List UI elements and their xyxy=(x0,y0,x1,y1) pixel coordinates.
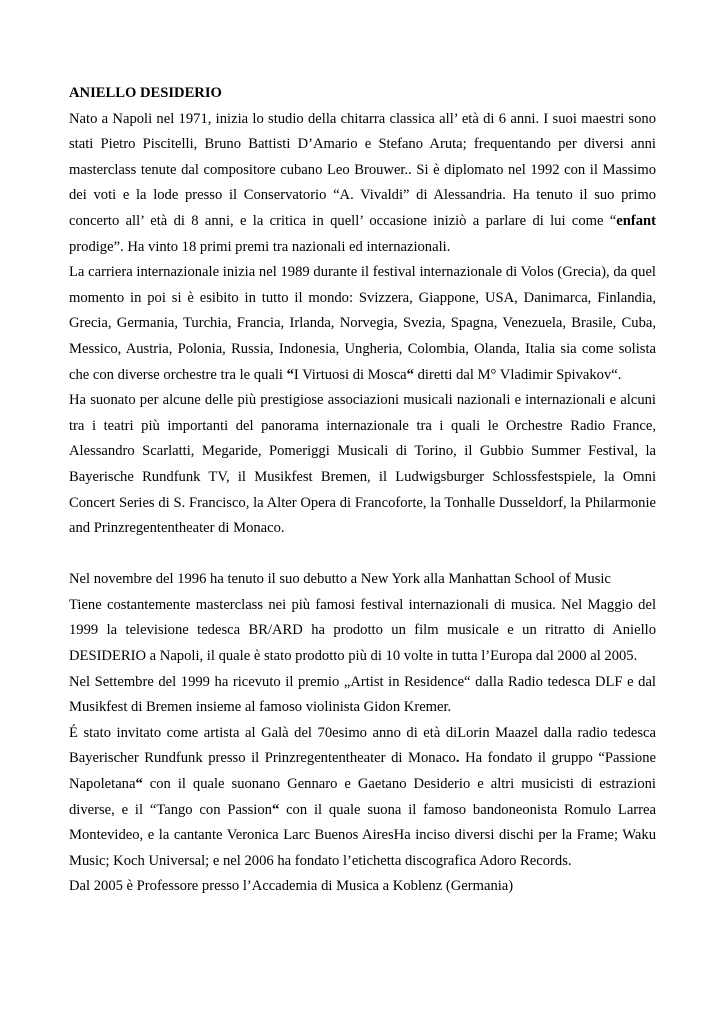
document-body xyxy=(69,81,656,900)
paragraph-gala-text-4: con il quale suona il famoso bandoneonista Romulo Larrea Montevideo, e la cantante Veronica Larc Buenos AiresHa inciso diversi dischi per la Frame; Waku Music; Koch Universal; e nel 2006 ha fondato l’etichetta discografica Adoro Records. xyxy=(69,801,656,869)
paragraph-career-orchestra: I Virtuosi di Mosca xyxy=(293,366,407,383)
paragraph-gala-and-groups xyxy=(69,721,656,875)
paragraph-spacer xyxy=(69,542,656,568)
paragraph-award: Nel Settembre del 1999 ha ricevuto il premio „Artist in Residence“ dalla Radio tedesca DLF e dal Musikfest di Bremen insieme al famoso violinista Gidon Kremer. xyxy=(69,673,656,716)
paragraph-early-life xyxy=(69,107,656,261)
document-title: ANIELLO DESIDERIO xyxy=(69,85,222,101)
paragraph-gala-text-1: É stato invitato come artista al Galà del 70esimo anno di età diLorin Maazel dalla radio tedesca Bayerischer Rundfunk presso il Prinzregententheater di Monaco xyxy=(69,724,656,767)
paragraph-early-life-bold: enfant xyxy=(616,212,656,229)
paragraph-early-life-text-1: Nato a Napoli nel 1971, inizia lo studio della chitarra classica all’ età di 6 anni. I suoi maestri sono stati Pietro Piscitelli, Bruno Battisti D’Amario e Stefano Aruta; frequentando per diversi anni masterclass tenute dal compositore cubano Leo Brouwer.. Si è diplomato nel 1992 con il Massimo dei voti e la lode presso il Conservatorio “A. Vivaldi” di Alessandria. Ha tenuto il suo primo concerto all’ età di 8 anni, e la critica in quell’ occasione iniziò a parlare di lui come “ xyxy=(69,110,656,229)
paragraph-career-text-1: La carriera internazionale inizia nel 1989 durante il festival internazionale di Volos (Grecia), da quel momento in poi si è esibito in tutto il mondo: Svizzera, Giappone, USA, Danimarca, Finlandia, Grecia, Germania, Turchia, Francia, Irlanda, Norvegia, Svezia, Spagna, Venezuela, Brasile, Cuba, Messico, Austria, Polonia, Russia, Indonesia, Ungheria, Colombia, Olanda, Italia sia come solista che con diverse orchestre tra le quali xyxy=(69,264,656,383)
paragraph-venues: Ha suonato per alcune delle più prestigiose associazioni musicali nazionali e internazionali e alcuni tra i teatri più importanti del panorama internazionale tra i quali le Orchestre Radio France, Alessandro Scarlatti, Megaride, Pomeriggi Musicali di Torino, il Gubbio Summer Festival, la Bayerische Rundfunk TV, il Musikfest Bremen, il Ludwigsburger Schlossfestspiele, la Omni Concert Series di S. Francisco, la Alter Opera di Francoforte, la Tonhalle Dusseldorf, la Philarmonie and Prinzregententheater di Monaco. xyxy=(69,392,656,537)
paragraph-gala-text-2: Ha fondato il gruppo “Passione Napoletana xyxy=(69,750,656,793)
paragraph-career-bold-quote-open: “ xyxy=(286,366,294,383)
paragraph-new-york-debut: Nel novembre del 1996 ha tenuto il suo debutto a New York alla Manhattan School of Music xyxy=(69,571,611,588)
paragraph-career-bold-quote-close: “ xyxy=(406,366,414,383)
paragraph-career-text-2: diretti dal M° Vladimir Spivakov“. xyxy=(413,366,622,383)
paragraph-professorship: Dal 2005 è Professore presso l’Accademia di Musica a Koblenz (Germania) xyxy=(69,878,514,895)
paragraph-masterclass: Tiene costantemente masterclass nei più famosi festival internazionali di musica. Nel Maggio del 1999 la televisione tedesca BR/ARD ha prodotto un film musicale e un ritratto di Aniello DESIDERIO a Napoli, il quale è stato prodotto più di 10 volte in tutta l’Europa dal 2000 al 2005. xyxy=(69,596,656,665)
paragraph-international-career xyxy=(69,260,656,388)
paragraph-gala-bold-dot: . xyxy=(455,750,460,767)
paragraph-gala-text-3: con il quale suonano Gennaro e Gaetano Desiderio e altri musicisti di estrazioni diverse, e il “Tango con Passion xyxy=(69,776,656,818)
paragraph-gala-bold-quote-1: “ xyxy=(135,776,143,793)
paragraph-early-life-text-2: prodige”. Ha vinto 18 primi premi tra nazionali ed internazionali. xyxy=(69,238,451,255)
paragraph-gala-bold-quote-2: “ xyxy=(271,801,280,818)
